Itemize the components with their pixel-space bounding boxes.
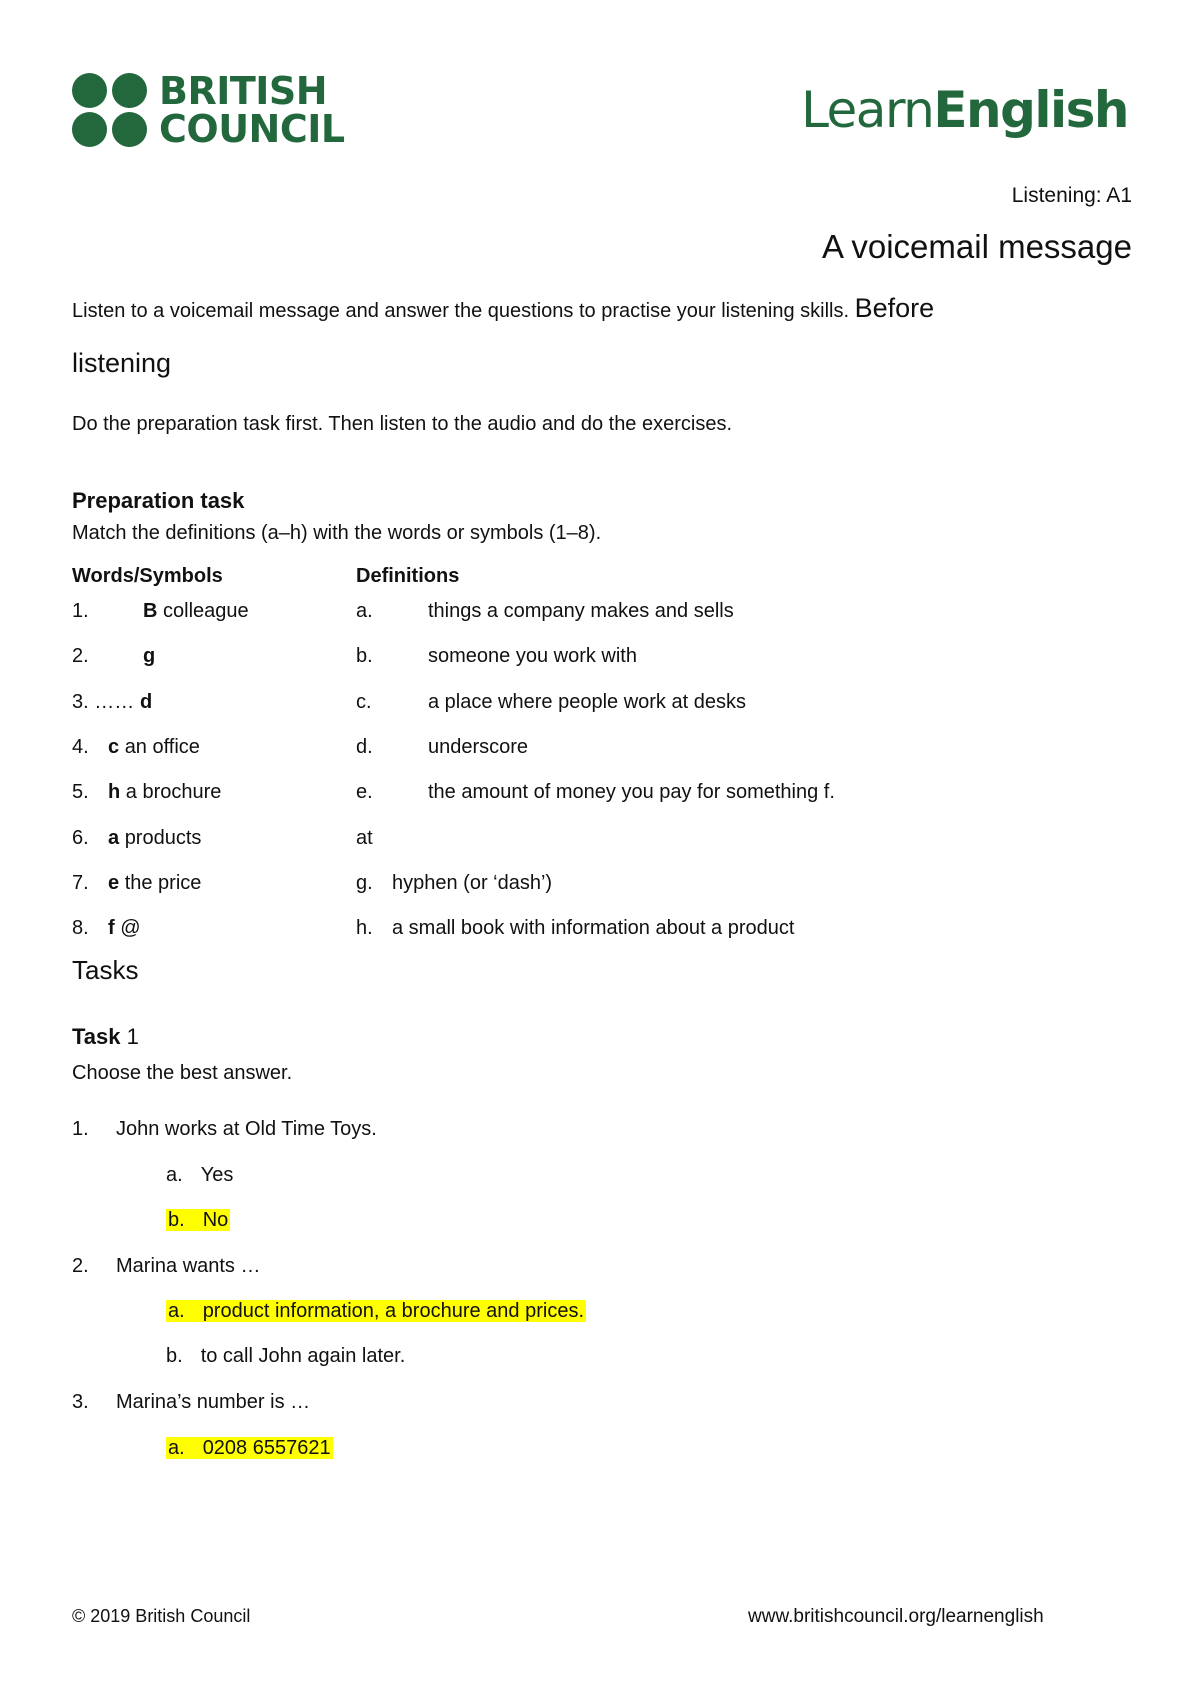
question: [72, 1391, 1072, 1421]
before-listening-heading-part1: Before: [854, 293, 935, 323]
option-letter: b.: [168, 1209, 185, 1231]
learnenglish-logo: LearnEnglish: [801, 81, 1128, 139]
definition-letter: c.: [356, 691, 372, 713]
answer-option[interactable]: [166, 1300, 586, 1323]
question-text: Marina wants …: [116, 1255, 261, 1277]
word-text: @: [120, 917, 141, 939]
word-answer: h a brochure: [108, 781, 222, 803]
preparation-task-instruction: Match the definitions (a–h) with the words or symbols (1–8).: [72, 522, 602, 544]
option-letter: b.: [166, 1345, 183, 1367]
bc-logo-line1: BRITISH: [159, 69, 328, 113]
word-answer: a products: [108, 827, 202, 849]
word-text: the price: [124, 872, 202, 894]
option-letter: a.: [168, 1437, 185, 1459]
task1-instruction: Choose the best answer.: [72, 1062, 293, 1084]
preparation-task-heading: Preparation task: [72, 488, 245, 513]
word-number: 2.: [72, 645, 89, 667]
definition-text: a place where people work at desks: [428, 691, 746, 713]
definition-letter: e.: [356, 781, 373, 803]
question: [72, 1118, 1072, 1148]
definition-text: someone you work with: [428, 645, 637, 667]
option-text: Yes: [200, 1164, 234, 1186]
definition-text: things a company makes and sells: [428, 600, 734, 622]
question-text: Marina’s number is …: [116, 1391, 311, 1413]
word-answer: d: [140, 691, 153, 713]
word-number: 7.: [72, 872, 89, 894]
definition-letter: at: [356, 827, 373, 849]
word-text: colleague: [163, 600, 249, 622]
answer-option[interactable]: [166, 1209, 230, 1232]
definitions-column-header: Definitions: [356, 565, 460, 587]
level-label: Listening: A1: [1011, 184, 1132, 207]
definition-text: a small book with information about a product: [392, 917, 795, 939]
word-text: an office: [124, 736, 200, 758]
word-number: 8.: [72, 917, 89, 939]
british-council-dots-icon: [72, 73, 147, 147]
bc-logo-line2: COUNCIL: [159, 107, 345, 151]
tasks-heading: Tasks: [72, 955, 139, 985]
word-text: products: [124, 827, 202, 849]
word-answer: B colleague: [143, 600, 249, 622]
before-listening-heading-part2: listening: [72, 348, 172, 378]
question-number: 1.: [72, 1118, 89, 1140]
question-number: 3.: [72, 1391, 89, 1413]
option-letter: a.: [166, 1164, 183, 1186]
word-answer: f @: [108, 917, 141, 939]
answer-option[interactable]: [166, 1345, 405, 1368]
word-number: 3. ……: [72, 691, 135, 713]
word-answer: g: [143, 645, 156, 667]
definition-letter: g.: [356, 872, 373, 894]
word-number: 6.: [72, 827, 89, 849]
word-number: 5.: [72, 781, 89, 803]
answer-option[interactable]: [166, 1164, 233, 1187]
instruction-text: Do the preparation task first. Then listen to the audio and do the exercises.: [72, 413, 733, 435]
definition-letter: a.: [356, 600, 373, 622]
word-number: 4.: [72, 736, 89, 758]
task1-heading: Task 1: [72, 1024, 139, 1049]
definition-text: hyphen (or ‘dash’): [392, 872, 553, 894]
option-text: No: [202, 1209, 229, 1231]
definition-letter: d.: [356, 736, 373, 758]
definition-letter: b.: [356, 645, 373, 667]
question-number: 2.: [72, 1255, 89, 1277]
question: [72, 1255, 1072, 1285]
definition-letter: h.: [356, 917, 373, 939]
words-column-header: Words/Symbols: [72, 565, 223, 587]
page-title: A voicemail message: [822, 228, 1132, 265]
british-council-logo: [72, 69, 345, 151]
footer-url[interactable]: www.britishcouncil.org/learnenglish: [748, 1606, 1044, 1627]
option-text: to call John again later.: [200, 1345, 406, 1367]
option-text: product information, a brochure and prices.: [202, 1300, 585, 1322]
definition-text: underscore: [428, 736, 529, 758]
option-text: 0208 6557621: [202, 1437, 331, 1459]
intro-text: Listen to a voicemail message and answer the questions to practise your listening skills. Before: [72, 293, 935, 323]
definition-text: the amount of money you pay for something f.: [428, 781, 835, 803]
word-text: a brochure: [125, 781, 222, 803]
footer-copyright: © 2019 British Council: [72, 1606, 251, 1626]
option-letter: a.: [168, 1300, 185, 1322]
question-text: John works at Old Time Toys.: [116, 1118, 377, 1140]
word-number: 1.: [72, 600, 89, 622]
answer-option[interactable]: [166, 1437, 333, 1460]
word-answer: c an office: [108, 736, 200, 758]
word-answer: e the price: [108, 872, 202, 894]
